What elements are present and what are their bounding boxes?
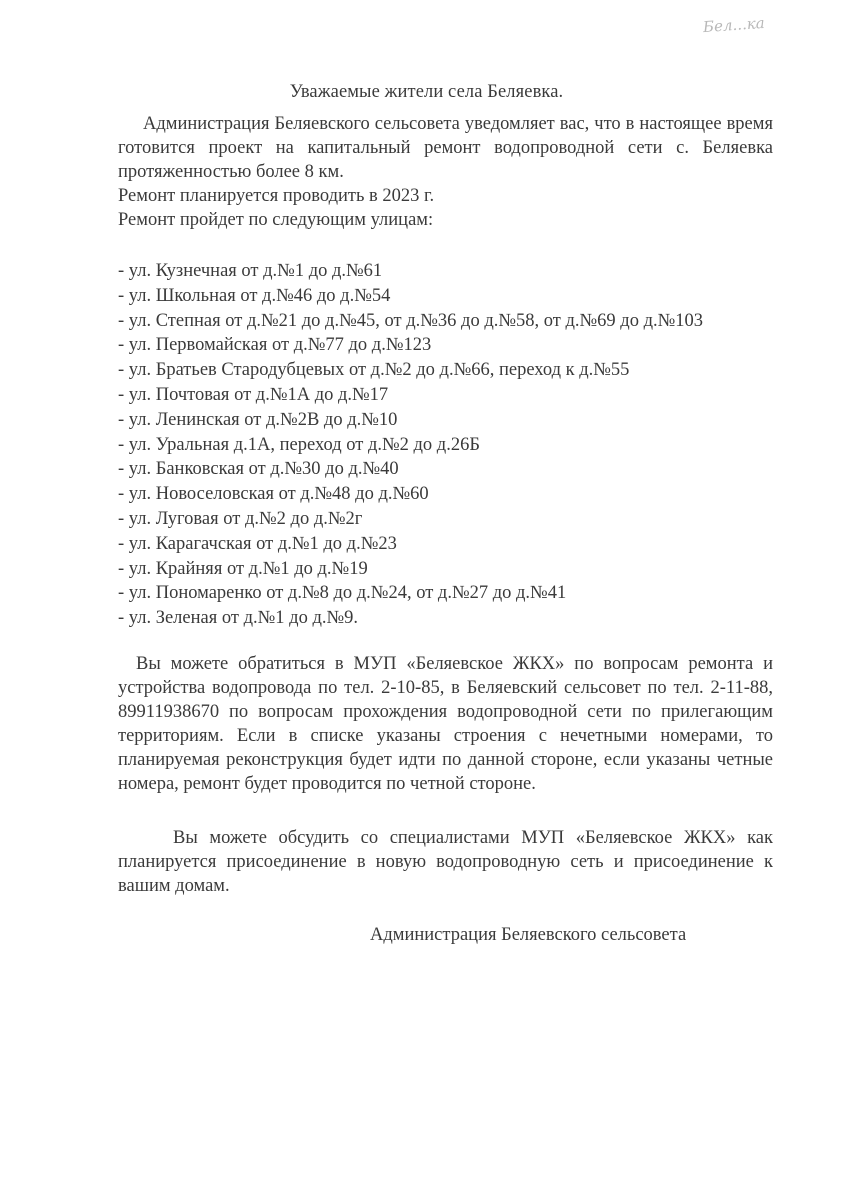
streets-intro-line: Ремонт пройдет по следующим улицам:	[118, 210, 434, 230]
discussion-paragraph: Вы можете обсудить со специалистами МУП «Беляевское ЖКХ» как планируется присоединение в новую водопроводную сеть и присоединение к вашим домам.	[118, 828, 773, 896]
contact-paragraph: Вы можете обратиться в МУП «Беляевское ЖКХ» по вопросам ремонта и устройства водопровода по тел. 2-10-85, в Беляевский сельсовет по тел. 2-11-88, 89911938670 по вопросам прохождения водопроводной сети по прилегающим территориям. Если в списке указаны строения с нечетными номерами, то планируемая реконструкция будет идти по данной стороне, если указаны четные номера, ремонт будет проводится по четной стороне.	[118, 654, 773, 794]
list-item: - ул. Почтовая от д.№1А до д.№17	[118, 384, 389, 405]
signature: Администрация Беляевского сельсовета	[370, 925, 687, 945]
list-item: - ул. Пономаренко от д.№8 до д.№24, от д.№27 до д.№41	[118, 583, 567, 604]
list-item: - ул. Ленинская от д.№2В до д.№10	[118, 409, 398, 430]
list-item: - ул. Первомайская от д.№77 до д.№123	[118, 335, 432, 356]
repair-year-line: Ремонт планируется проводить в 2023 г.	[118, 186, 435, 206]
list-item: - ул. Новоселовская от д.№48 до д.№60	[118, 484, 429, 505]
document-title: Уважаемые жители села Беляевка.	[289, 82, 564, 102]
list-item: - ул. Банковская от д.№30 до д.№40	[118, 459, 399, 480]
handwritten-note: Бел...ка	[702, 13, 766, 37]
list-item: - ул. Братьев Стародубцевых от д.№2 до д.№66, переход к д.№55	[118, 360, 630, 381]
list-item: - ул. Луговая от д.№2 до д.№2г	[118, 508, 363, 529]
intro-paragraph: Администрация Беляевского сельсовета уведомляет вас, что в настоящее время готовится проект на капитальный ремонт водопроводной сети с. Беляевка протяженностью более 8 км.	[118, 114, 773, 182]
list-item: - ул. Школьная от д.№46 до д.№54	[118, 285, 391, 306]
list-item: - ул. Крайняя от д.№1 до д.№19	[118, 558, 368, 579]
contact-section	[118, 652, 773, 796]
list-item: - ул. Карагачская от д.№1 до д.№23	[118, 533, 397, 554]
list-item: - ул. Кузнечная от д.№1 до д.№61	[118, 261, 383, 281]
intro-section	[118, 112, 773, 232]
discussion-section	[118, 826, 773, 898]
list-item: - ул. Степная от д.№21 до д.№45, от д.№36 до д.№58, от д.№69 до д.№103	[118, 310, 704, 331]
streets-list	[118, 259, 773, 631]
list-item: - ул. Зеленая от д.№1 до д.№9.	[118, 608, 359, 629]
list-item: - ул. Уральная д.1А, переход от д.№2 до д.26Б	[118, 434, 480, 455]
